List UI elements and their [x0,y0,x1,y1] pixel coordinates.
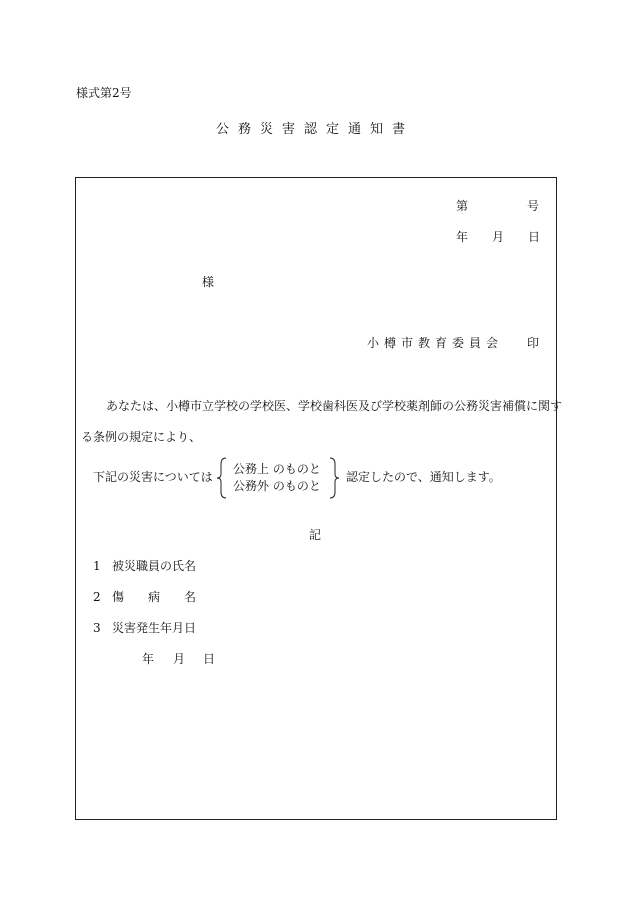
date-day: 日 [528,230,541,244]
form-number: 様式第2号 [76,86,132,100]
option-on-duty: 公務上 のものと [233,462,321,476]
option-off-duty: 公務外 のものと [233,479,321,493]
item-3-label: 災害発生年月日 [112,621,197,635]
item-2-number: 2 [93,590,101,604]
date-year: 年 [456,230,469,244]
number-suffix: 号 [527,199,540,213]
item-3-number: 3 [93,621,101,635]
notice-frame [75,177,563,820]
occurrence-month: 月 [173,652,186,666]
item-2-label: 傷 病 名 [112,590,197,604]
item-1-number: 1 [93,559,101,573]
date-month: 月 [492,230,505,244]
occurrence-year: 年 [142,652,155,666]
seal-mark: 印 [527,336,540,350]
body-line-3-suffix: 認定したので、通知します。 [346,470,501,484]
body-line-2: る条例の規定により、 [81,430,202,444]
document-title: 公務災害認定通知書 [215,122,414,137]
body-line-3-prefix: 下記の災害については [93,470,213,484]
occurrence-day: 日 [203,652,216,666]
body-line-1: あなたは、小樽市立学校の学校医、学校歯科医及び学校薬剤師の公務災害補償に関す [106,399,563,413]
issuer: 小樽市教育委員会 [367,336,504,350]
left-brace [216,456,230,500]
notes-heading: 記 [309,528,322,542]
number-prefix: 第 [456,199,469,213]
item-1-label: 被災職員の氏名 [112,559,197,573]
right-brace [326,456,340,500]
addressee-suffix: 様 [202,275,215,289]
